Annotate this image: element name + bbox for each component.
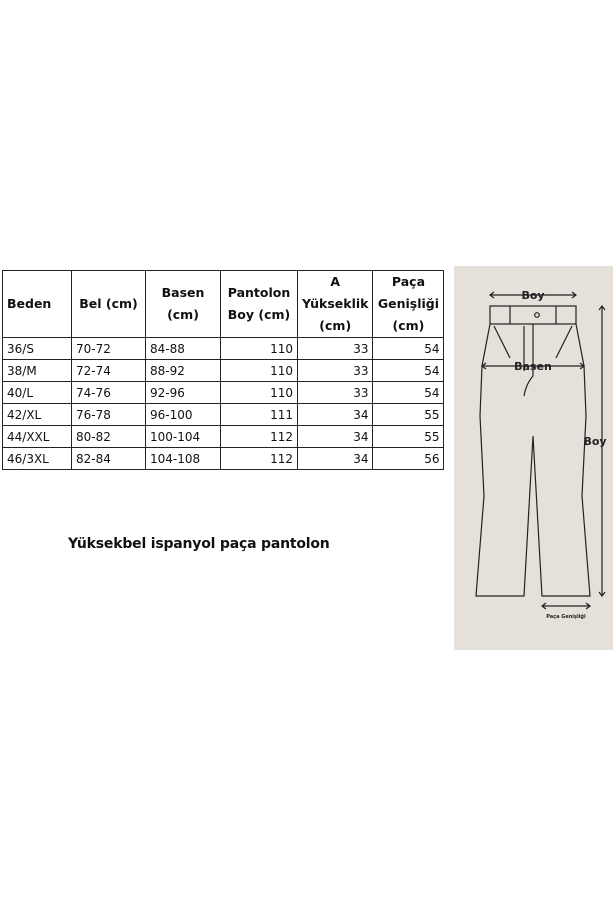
cell-bel: 82-84	[72, 448, 146, 470]
cell-size: 42/XL	[3, 404, 72, 426]
cell-basen: 104-108	[146, 448, 221, 470]
cell-bel: 72-74	[72, 360, 146, 382]
measurement-diagram	[454, 266, 613, 650]
cell-a-yukseklik: 33	[298, 382, 373, 404]
table-row	[3, 448, 444, 470]
cell-paca: 56	[373, 448, 444, 470]
pants-illustration	[454, 266, 613, 650]
product-caption: Yüksekbel ispanyol paça pantolon	[68, 536, 330, 552]
header-bel: Bel (cm)	[72, 271, 146, 338]
cell-paca: 55	[373, 404, 444, 426]
cell-a-yukseklik: 33	[298, 338, 373, 360]
cell-bel: 74-76	[72, 382, 146, 404]
table-row	[3, 404, 444, 426]
size-table	[2, 270, 444, 470]
label-paca-genisligi: Paça Genişliği	[546, 614, 586, 620]
cell-bel: 80-82	[72, 426, 146, 448]
button	[535, 313, 540, 318]
cell-basen: 100-104	[146, 426, 221, 448]
table-header-row	[3, 271, 444, 338]
cell-boy: 110	[221, 360, 298, 382]
cell-paca: 54	[373, 382, 444, 404]
cell-size: 36/S	[3, 338, 72, 360]
table-row	[3, 382, 444, 404]
cell-a-yukseklik: 34	[298, 448, 373, 470]
cell-paca: 55	[373, 426, 444, 448]
cell-basen: 84-88	[146, 338, 221, 360]
pocket-right	[556, 326, 572, 358]
cell-bel: 70-72	[72, 338, 146, 360]
cell-bel: 76-78	[72, 404, 146, 426]
cell-size: 40/L	[3, 382, 72, 404]
header-beden: Beden	[3, 271, 72, 338]
label-side-boy: Boy	[583, 435, 607, 448]
cell-boy: 112	[221, 448, 298, 470]
cell-boy: 110	[221, 338, 298, 360]
cell-a-yukseklik: 34	[298, 426, 373, 448]
cell-basen: 96-100	[146, 404, 221, 426]
cell-basen: 92-96	[146, 382, 221, 404]
table-row	[3, 426, 444, 448]
cell-size: 44/XXL	[3, 426, 72, 448]
table-row	[3, 360, 444, 382]
header-basen: Basen (cm)	[146, 271, 221, 338]
cell-boy: 111	[221, 404, 298, 426]
cell-paca: 54	[373, 360, 444, 382]
label-top-boy: Boy	[521, 289, 545, 302]
header-paca-genisligi: Paça Genişliği (cm)	[373, 271, 444, 338]
waistband	[490, 306, 576, 324]
header-a-yukseklik: A Yükseklik (cm)	[298, 271, 373, 338]
table-row	[3, 338, 444, 360]
cell-size: 46/3XL	[3, 448, 72, 470]
cell-size: 38/M	[3, 360, 72, 382]
cell-boy: 110	[221, 382, 298, 404]
header-pantolon-boy: Pantolon Boy (cm)	[221, 271, 298, 338]
cell-boy: 112	[221, 426, 298, 448]
cell-paca: 54	[373, 338, 444, 360]
label-basen: Basen	[514, 360, 552, 373]
cell-basen: 88-92	[146, 360, 221, 382]
cell-a-yukseklik: 34	[298, 404, 373, 426]
cell-a-yukseklik: 33	[298, 360, 373, 382]
pocket-left	[494, 326, 510, 358]
